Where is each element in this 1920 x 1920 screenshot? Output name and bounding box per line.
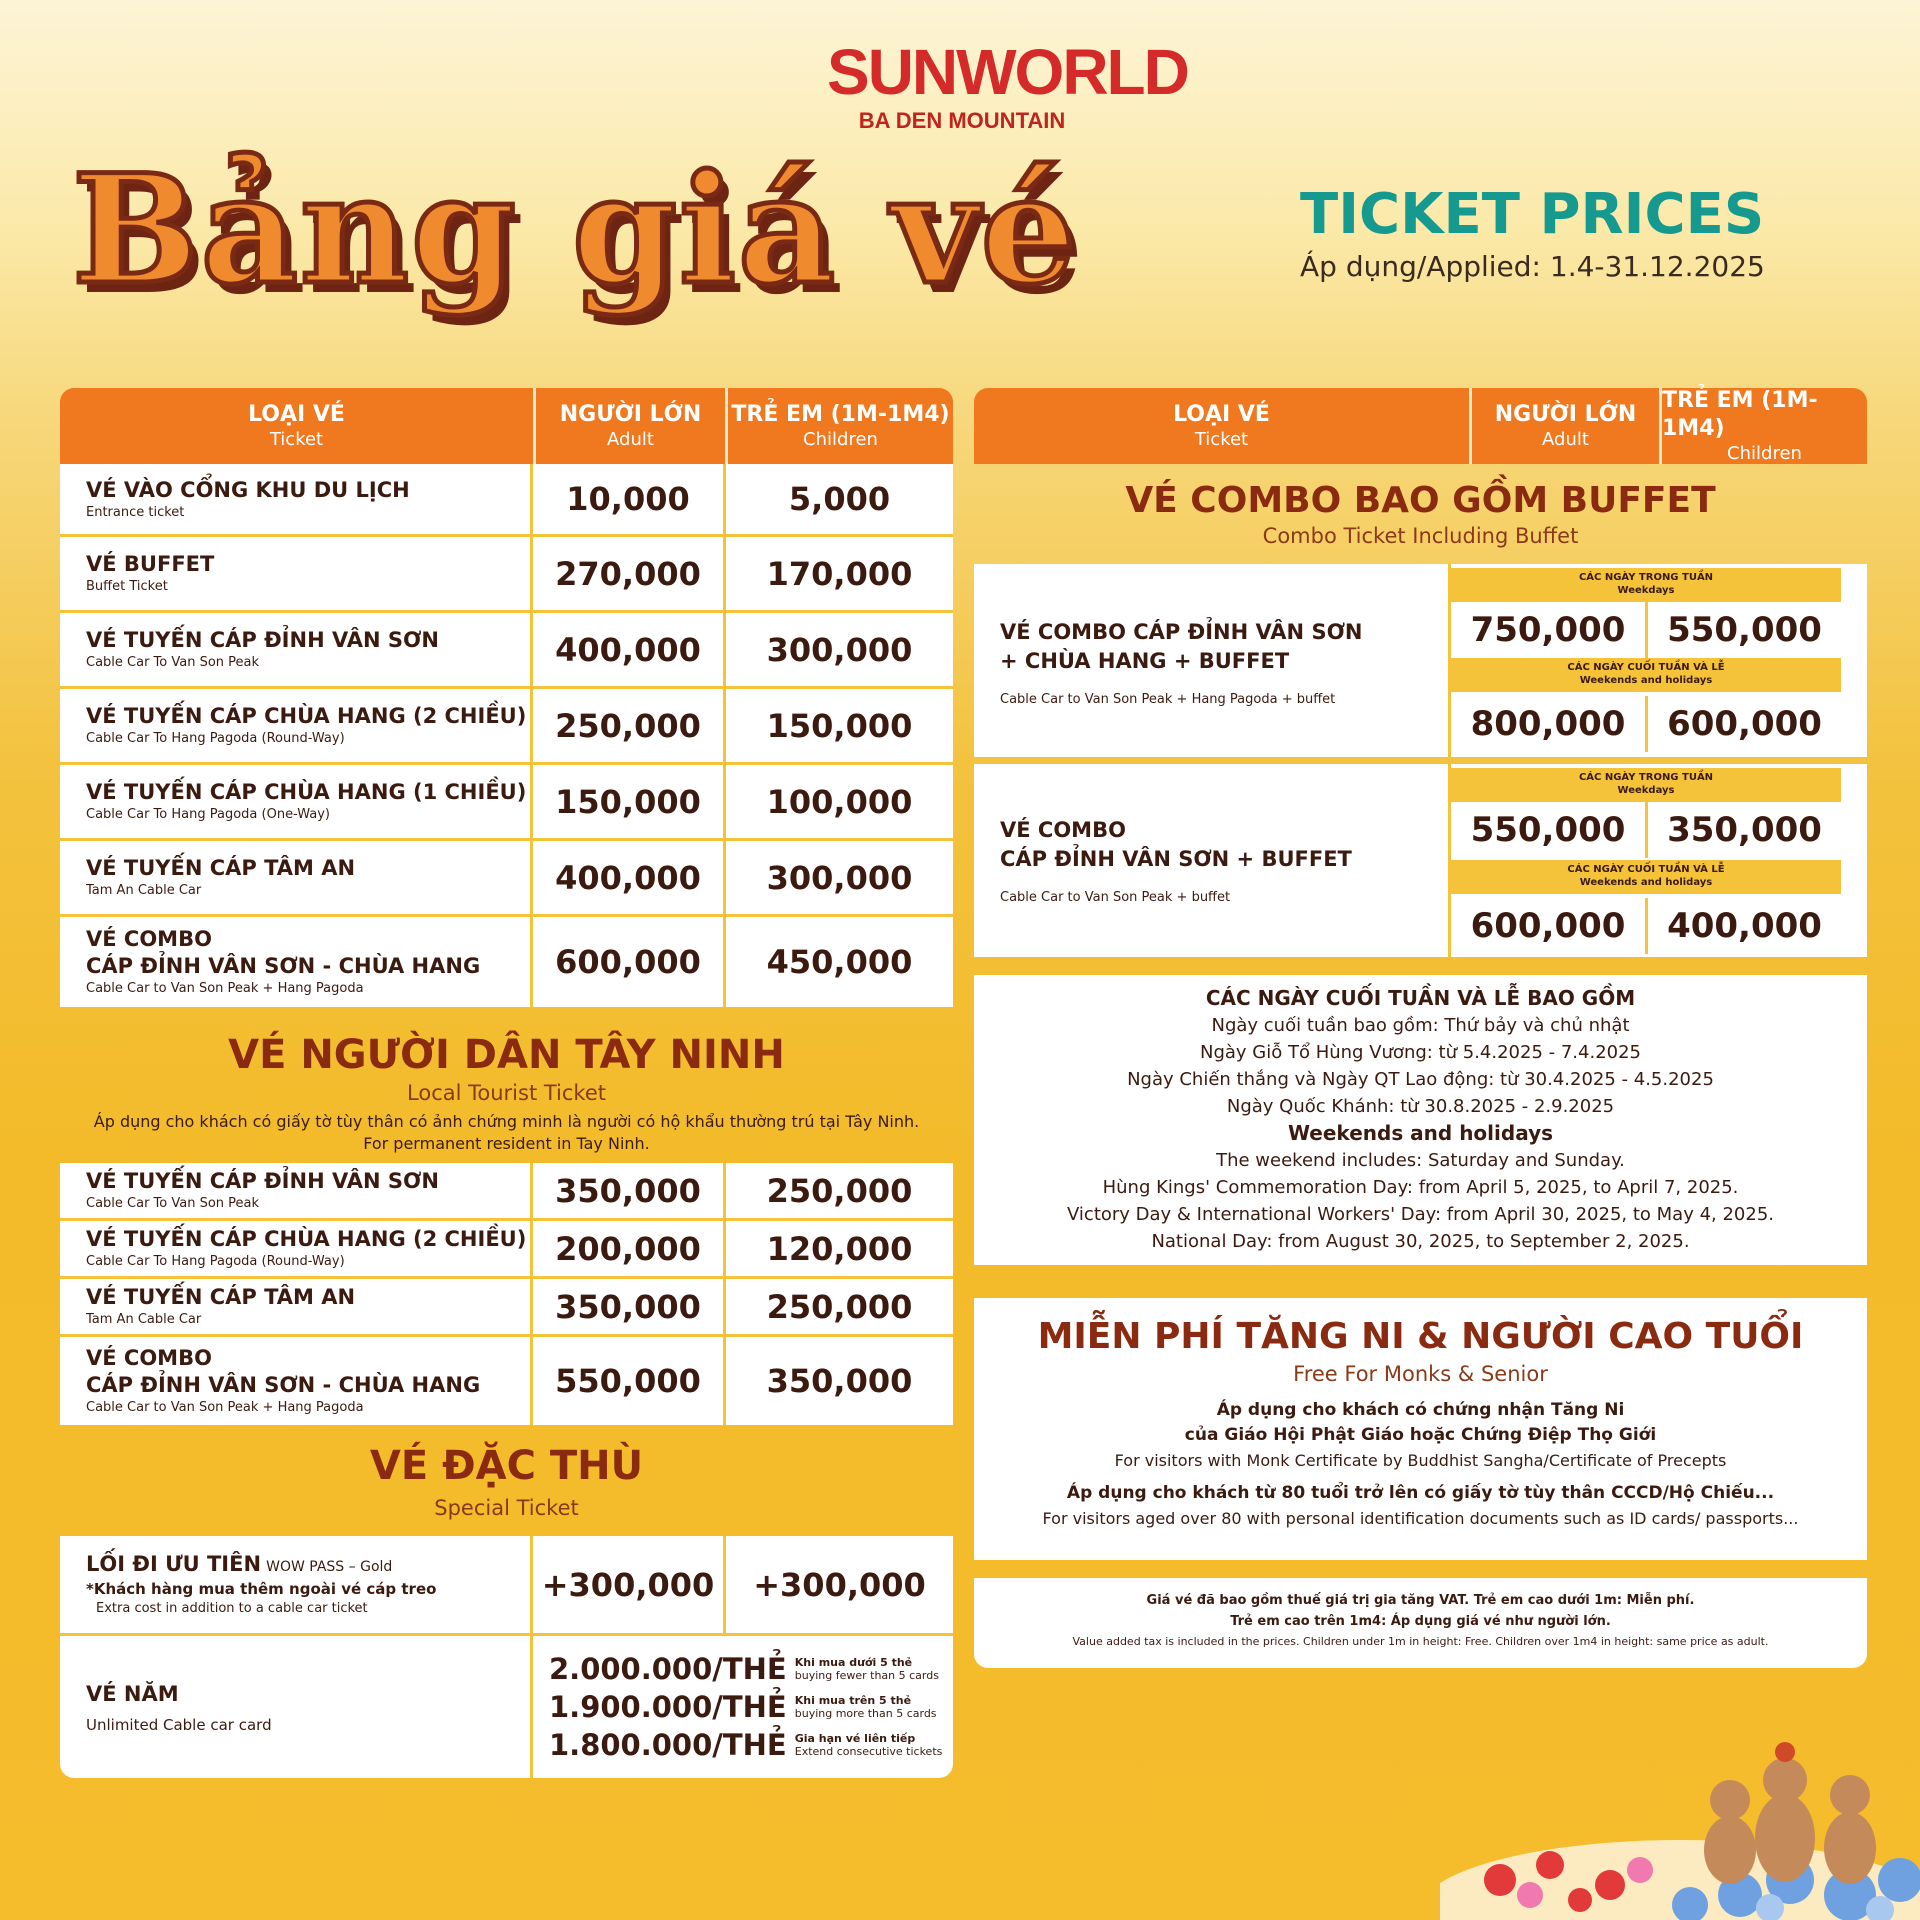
- adult-price: 250,000: [533, 689, 726, 762]
- table-row: [60, 917, 953, 1007]
- free-title: MIỄN PHÍ TĂNG NI & NGƯỜI CAO TUỔI: [1037, 1316, 1804, 1357]
- adult-price: 10,000: [533, 464, 726, 534]
- ticket-name-en: Cable Car To Hang Pagoda (One-Way): [86, 807, 330, 822]
- table-row: [60, 613, 953, 689]
- weekend-adult-price: 800,000: [1470, 704, 1626, 744]
- ticket-name-en: Cable Car to Van Son Peak + Hang Pagoda: [86, 1400, 364, 1415]
- holidays-box: [974, 975, 1867, 1265]
- ticket-name: VÉ TUYẾN CÁP ĐỈNH VÂN SƠN: [86, 628, 439, 652]
- annual-condition-en: Extend consecutive tickets: [794, 1745, 943, 1758]
- ticket-name-en: Entrance ticket: [86, 504, 185, 520]
- child-price: 250,000: [766, 1171, 913, 1210]
- holiday-line: Ngày Quốc Khánh: từ 30.8.2025 - 2.9.2025: [1226, 1096, 1615, 1117]
- adult-price: 400,000: [533, 613, 726, 686]
- weekday-label: CÁC NGÀY TRONG TUẦN: [1578, 572, 1714, 583]
- free-box: [974, 1298, 1867, 1560]
- combo-name-en: Cable Car to Van Son Peak + buffet: [1000, 890, 1231, 905]
- child-price: 100,000: [766, 782, 913, 821]
- table-row: [60, 841, 953, 917]
- local-title: VÉ NGƯỜI DÂN TÂY NINH: [228, 1032, 785, 1078]
- special-price-table: [60, 1536, 953, 1778]
- vat-note-box: [974, 1578, 1867, 1668]
- header-adult: NGƯỜI LỚN: [1494, 402, 1637, 427]
- ticket-name: VÉ TUYẾN CÁP TÂM AN: [86, 1285, 356, 1309]
- ticket-name-en: Tam An Cable Car: [86, 1312, 202, 1327]
- priority-note-en: Extra cost in addition to a cable car ticket: [96, 1601, 368, 1616]
- ticket-name-en: Cable Car to Van Son Peak + Hang Pagoda: [86, 981, 364, 996]
- local-subtitle: Local Tourist Ticket: [407, 1081, 606, 1105]
- weekend-child-price: 400,000: [1667, 906, 1822, 946]
- adult-price: 200,000: [533, 1221, 726, 1276]
- annual-price-row: [549, 1652, 953, 1686]
- combo-card: [974, 764, 1867, 957]
- special-subtitle: Special Ticket: [434, 1496, 579, 1520]
- table-row: [60, 1636, 953, 1778]
- ticket-name-en: Tam An Cable Car: [86, 883, 202, 898]
- weekend-tag: [1451, 658, 1841, 692]
- child-price: 300,000: [766, 858, 913, 897]
- combo-name-line2: + CHÙA HANG + BUFFET: [1000, 649, 1290, 673]
- header-adult: NGƯỜI LỚN: [559, 402, 702, 427]
- ticket-name-en: Cable Car To Van Son Peak: [86, 1196, 260, 1211]
- ticket-name: VÉ TUYẾN CÁP ĐỈNH VÂN SƠN: [86, 1169, 439, 1193]
- header-ticket: LOẠI VÉ: [248, 402, 345, 427]
- holidays-title-en: Weekends and holidays: [1287, 1121, 1554, 1145]
- ticket-name: LỐI ĐI ƯU TIÊN: [86, 1552, 262, 1576]
- header-child-en: Children: [1727, 443, 1802, 464]
- combo-name: VÉ COMBO CÁP ĐỈNH VÂN SƠN: [1000, 620, 1363, 644]
- free-line: của Giáo Hội Phật Giáo hoặc Chứng Điệp Thọ Giới: [1184, 1425, 1657, 1445]
- ticket-name-en: Buffet Ticket: [86, 579, 168, 594]
- combo-name-en: Cable Car to Van Son Peak + Hang Pagoda + buffet: [1000, 692, 1336, 707]
- special-title: VÉ ĐẶC THÙ: [369, 1443, 644, 1489]
- holiday-line-en: National Day: from August 30, 2025, to September 2, 2025.: [1151, 1231, 1690, 1252]
- annual-condition-en: buying more than 5 cards: [794, 1707, 937, 1720]
- child-price: 350,000: [766, 1362, 913, 1400]
- annual-price: 2.000.000/THẺ: [549, 1652, 787, 1686]
- child-price: 5,000: [788, 480, 891, 518]
- ticket-name: VÉ TUYẾN CÁP TÂM AN: [86, 856, 356, 880]
- wow-pass-tag: WOW PASS – Gold: [266, 1559, 393, 1575]
- free-line: Áp dụng cho khách có chứng nhận Tăng Ni: [1216, 1400, 1625, 1420]
- table-row: [60, 1163, 953, 1221]
- adult-price: 550,000: [533, 1337, 726, 1425]
- annual-price: 1.900.000/THẺ: [549, 1690, 787, 1724]
- vat-line: Giá vé đã bao gồm thuế giá trị gia tăng VAT. Trẻ em cao dưới 1m: Miễn phí.: [1146, 1593, 1695, 1608]
- holiday-line: Ngày cuối tuần bao gồm: Thứ bảy và chủ nhật: [1211, 1015, 1630, 1036]
- child-price: 300,000: [766, 630, 913, 669]
- weekday-adult-price: 550,000: [1470, 810, 1626, 850]
- holiday-line-en: Hùng Kings' Commemoration Day: from April 5, 2025, to April 7, 2025.: [1102, 1177, 1739, 1198]
- weekday-tag: [1451, 768, 1841, 802]
- ticket-name-en: Cable Car To Hang Pagoda (Round-Way): [86, 1254, 345, 1269]
- weekend-tag: [1451, 860, 1841, 894]
- adult-price: 400,000: [533, 841, 726, 914]
- adult-price: +300,000: [533, 1536, 726, 1633]
- header-adult-en: Adult: [1542, 429, 1589, 450]
- combo-table-header: [974, 388, 1867, 464]
- combo-name: VÉ COMBO: [1000, 818, 1126, 842]
- annual-condition: Gia hạn vé liên tiếp: [794, 1732, 916, 1745]
- child-price: 250,000: [766, 1287, 913, 1326]
- holiday-line-en: The weekend includes: Saturday and Sunday.: [1216, 1150, 1625, 1171]
- brand-logo: SUNWORLD: [827, 36, 1188, 108]
- weekday-label-en: Weekdays: [1617, 585, 1675, 596]
- combo-card: [974, 564, 1867, 757]
- weekend-adult-price: 600,000: [1470, 906, 1626, 946]
- free-line: Áp dụng cho khách từ 80 tuổi trở lên có giấy tờ tùy thân CCCD/Hộ Chiếu...: [1066, 1483, 1775, 1503]
- header-ticket: LOẠI VÉ: [1173, 402, 1270, 427]
- annual-price-row: [549, 1728, 953, 1762]
- ticket-name: VÉ COMBO: [86, 927, 212, 951]
- weekday-child-price: 550,000: [1667, 610, 1822, 650]
- adult-price: 150,000: [533, 765, 726, 838]
- vat-line: Trẻ em cao trên 1m4: Áp dụng giá vé như người lớn.: [1230, 1614, 1611, 1629]
- ticket-name-en: Cable Car To Van Son Peak: [86, 655, 260, 670]
- brand-subtitle: BA DEN MOUNTAIN: [858, 108, 1066, 133]
- ticket-name: VÉ TUYẾN CÁP CHÙA HANG (2 CHIỀU): [86, 704, 527, 728]
- header-adult-en: Adult: [607, 429, 654, 450]
- child-price: 170,000: [766, 554, 913, 593]
- table-row: [60, 689, 953, 765]
- main-table-header: [60, 388, 953, 464]
- weekday-child-price: 350,000: [1667, 810, 1822, 850]
- local-price-table: [60, 1163, 953, 1425]
- child-price: +300,000: [753, 1565, 926, 1604]
- annual-price: 1.800.000/THẺ: [549, 1728, 787, 1762]
- free-subtitle: Free For Monks & Senior: [1293, 1362, 1548, 1386]
- weekend-label: CÁC NGÀY CUỐI TUẦN VÀ LỄ: [1567, 864, 1725, 875]
- annual-condition: Khi mua dưới 5 thẻ: [794, 1656, 913, 1669]
- table-row: [60, 765, 953, 841]
- combo-subtitle: Combo Ticket Including Buffet: [1262, 524, 1579, 548]
- free-line-en: For visitors with Monk Certificate by Buddhist Sangha/Certificate of Precepts: [1114, 1451, 1727, 1470]
- weekday-label: CÁC NGÀY TRONG TUẦN: [1578, 772, 1714, 783]
- header-child: TRẺ EM (1M-1M4): [731, 402, 950, 427]
- ticket-name-line2: CÁP ĐỈNH VÂN SƠN - CHÙA HANG: [86, 1373, 481, 1397]
- child-price: 150,000: [766, 706, 913, 745]
- main-price-table: [60, 464, 953, 1007]
- title-english: TICKET PRICES: [1300, 182, 1765, 247]
- header-child-en: Children: [803, 429, 878, 450]
- ticket-name: VÉ TUYẾN CÁP CHÙA HANG (1 CHIỀU): [86, 780, 527, 804]
- weekday-adult-price: 750,000: [1470, 610, 1626, 650]
- table-row: [60, 537, 953, 613]
- holiday-line: Ngày Giỗ Tổ Hùng Vương: từ 5.4.2025 - 7.4.2025: [1200, 1042, 1641, 1063]
- combo-title: VÉ COMBO BAO GỒM BUFFET: [1125, 480, 1716, 521]
- ticket-name-line2: CÁP ĐỈNH VÂN SƠN - CHÙA HANG: [86, 954, 481, 978]
- child-price: 120,000: [766, 1229, 913, 1268]
- adult-price: 350,000: [533, 1279, 726, 1334]
- local-note-en: For permanent resident in Tay Ninh.: [363, 1134, 650, 1153]
- ticket-name: VÉ BUFFET: [86, 552, 215, 576]
- annual-condition: Khi mua trên 5 thẻ: [794, 1694, 912, 1707]
- weekend-label: CÁC NGÀY CUỐI TUẦN VÀ LỄ: [1567, 662, 1725, 673]
- holiday-line-en: Victory Day & International Workers' Day: from April 30, 2025, to May 4, 2025.: [1067, 1204, 1774, 1225]
- ticket-name: VÉ NĂM: [86, 1681, 179, 1706]
- ticket-name: VÉ VÀO CỔNG KHU DU LỊCH: [86, 477, 410, 502]
- holiday-line: Ngày Chiến thắng và Ngày QT Lao động: từ 30.4.2025 - 4.5.2025: [1127, 1069, 1714, 1090]
- ticket-name: VÉ TUYẾN CÁP CHÙA HANG (2 CHIỀU): [86, 1227, 527, 1251]
- table-row: [60, 1221, 953, 1279]
- local-note: Áp dụng cho khách có giấy tờ tùy thân có ảnh chứng minh là người có hộ khẩu thường trú tại Tây Ninh.: [93, 1112, 920, 1131]
- priority-note: *Khách hàng mua thêm ngoài vé cáp treo: [86, 1580, 437, 1598]
- weekend-child-price: 600,000: [1667, 704, 1822, 744]
- table-row: [60, 1337, 953, 1425]
- header-child: TRẺ EM (1M-1M4): [1662, 388, 1818, 441]
- weekend-label-en: Weekends and holidays: [1579, 675, 1713, 686]
- weekday-tag: [1451, 568, 1841, 602]
- page-title: Bảng giá vé: [72, 142, 1079, 318]
- table-row: [60, 464, 953, 537]
- adult-price: 600,000: [533, 917, 726, 1007]
- header-ticket-en: Ticket: [269, 429, 324, 450]
- child-price: 450,000: [766, 943, 913, 981]
- free-line-en: For visitors aged over 80 with personal identification documents such as ID cards/ passports...: [1042, 1509, 1799, 1528]
- weekday-label-en: Weekdays: [1617, 785, 1675, 796]
- flowers-and-mascots-illustration: [1440, 1680, 1920, 1920]
- adult-price: 270,000: [533, 537, 726, 610]
- annual-prices: [533, 1636, 953, 1778]
- header-ticket-en: Ticket: [1194, 429, 1249, 450]
- table-row: [60, 1279, 953, 1337]
- weekend-label-en: Weekends and holidays: [1579, 877, 1713, 888]
- ticket-name-en: Cable Car To Hang Pagoda (Round-Way): [86, 731, 345, 746]
- holidays-title: CÁC NGÀY CUỐI TUẦN VÀ LỄ BAO GỒM: [1205, 986, 1636, 1010]
- ticket-name: VÉ COMBO: [86, 1346, 212, 1370]
- combo-name-line2: CÁP ĐỈNH VÂN SƠN + BUFFET: [1000, 847, 1352, 871]
- applied-dates: Áp dụng/Applied: 1.4-31.12.2025: [1300, 250, 1765, 283]
- annual-price-row: [549, 1690, 953, 1724]
- table-row: [60, 1536, 953, 1636]
- vat-line-en: Value added tax is included in the prices. Children under 1m in height: Free. Children over 1m4 in height: same price as adult.: [1072, 1635, 1769, 1648]
- annual-condition-en: buying fewer than 5 cards: [794, 1669, 939, 1682]
- adult-price: 350,000: [533, 1163, 726, 1218]
- ticket-name-en: Unlimited Cable car card: [86, 1715, 272, 1734]
